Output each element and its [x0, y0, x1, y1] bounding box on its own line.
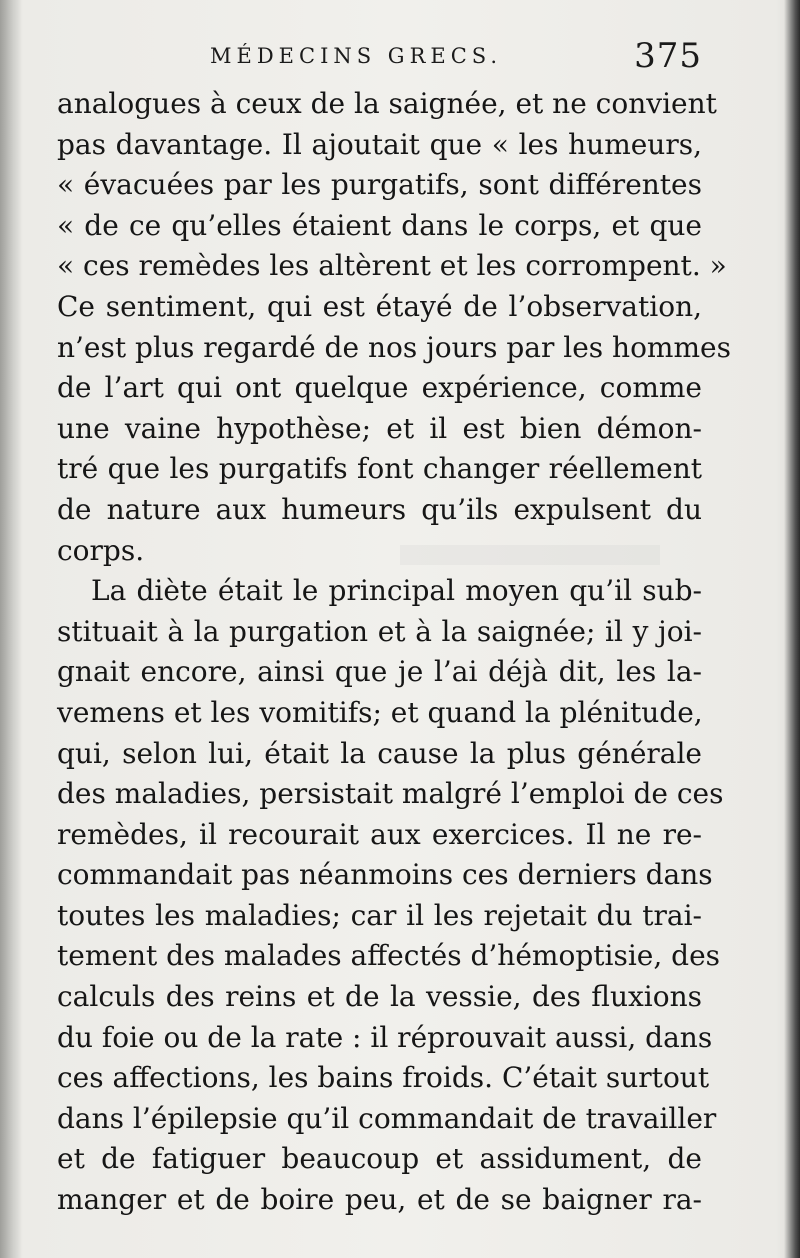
body-text [57, 84, 731, 1221]
text-line: vemens et les vomitifs; et quand la plénitude, [57, 695, 703, 729]
text-line: du foie ou de la rate : il réprouvait aussi, dans [57, 1020, 713, 1054]
text-line: stituait à la purgation et à la saignée; il y joi- [57, 614, 702, 648]
text-line: tré que les purgatifs font changer réellement [57, 452, 702, 486]
text-line: « évacuées par les purgatifs, sont différentes [57, 168, 702, 202]
text-line: de nature aux humeurs qu’ils expulsent du [57, 492, 702, 526]
text-line: ces affections, les bains froids. C’était surtout [57, 1061, 710, 1095]
text-line: « ces remèdes les altèrent et les corrompent. » [57, 249, 727, 283]
text-line: une vaine hypothèse; et il est bien démon- [57, 411, 702, 445]
text-line: calculs des reins et de la vessie, des fluxions [57, 980, 702, 1014]
text-line: commandait pas néanmoins ces derniers dans [57, 858, 713, 892]
page-header [60, 36, 702, 86]
text-line: remèdes, il recourait aux exercices. Il ne re- [57, 817, 702, 851]
text-line: « de ce qu’elles étaient dans le corps, et que [57, 208, 702, 242]
page-left-edge-shadow [0, 0, 22, 1258]
text-line: manger et de boire peu, et de se baigner ra- [57, 1183, 702, 1217]
page-right-edge-shadow [784, 0, 800, 1258]
text-line: des maladies, persistait malgré l’emploi de ces [57, 777, 724, 811]
text-line: La diète était le principal moyen qu’il sub- [91, 574, 702, 608]
text-line: n’est plus regardé de nos jours par les hommes [57, 330, 731, 364]
text-line: gnait encore, ainsi que je l’ai déjà dit, les la- [57, 655, 702, 689]
text-line: analogues à ceux de la saignée, et ne convient [57, 87, 717, 120]
text-line: toutes les maladies; car il les rejetait du trai- [57, 898, 702, 932]
text-line: dans l’épilepsie qu’il commandait de travailler [57, 1101, 717, 1135]
text-line: de l’art qui ont quelque expérience, comme [57, 371, 702, 405]
text-line: Ce sentiment, qui est étayé de l’observation, [57, 289, 702, 323]
text-line: et de fatiguer beaucoup et assidument, de [57, 1142, 702, 1176]
page-number: 375 [634, 36, 702, 76]
running-head: MÉDECINS GRECS. [210, 44, 503, 68]
text-line: tement des malades affectés d’hémoptisie, des [57, 939, 721, 973]
text-line: corps. [57, 533, 145, 567]
text-line: pas davantage. Il ajoutait que « les humeurs, [57, 127, 702, 161]
text-line: qui, selon lui, était la cause la plus générale [57, 736, 702, 770]
